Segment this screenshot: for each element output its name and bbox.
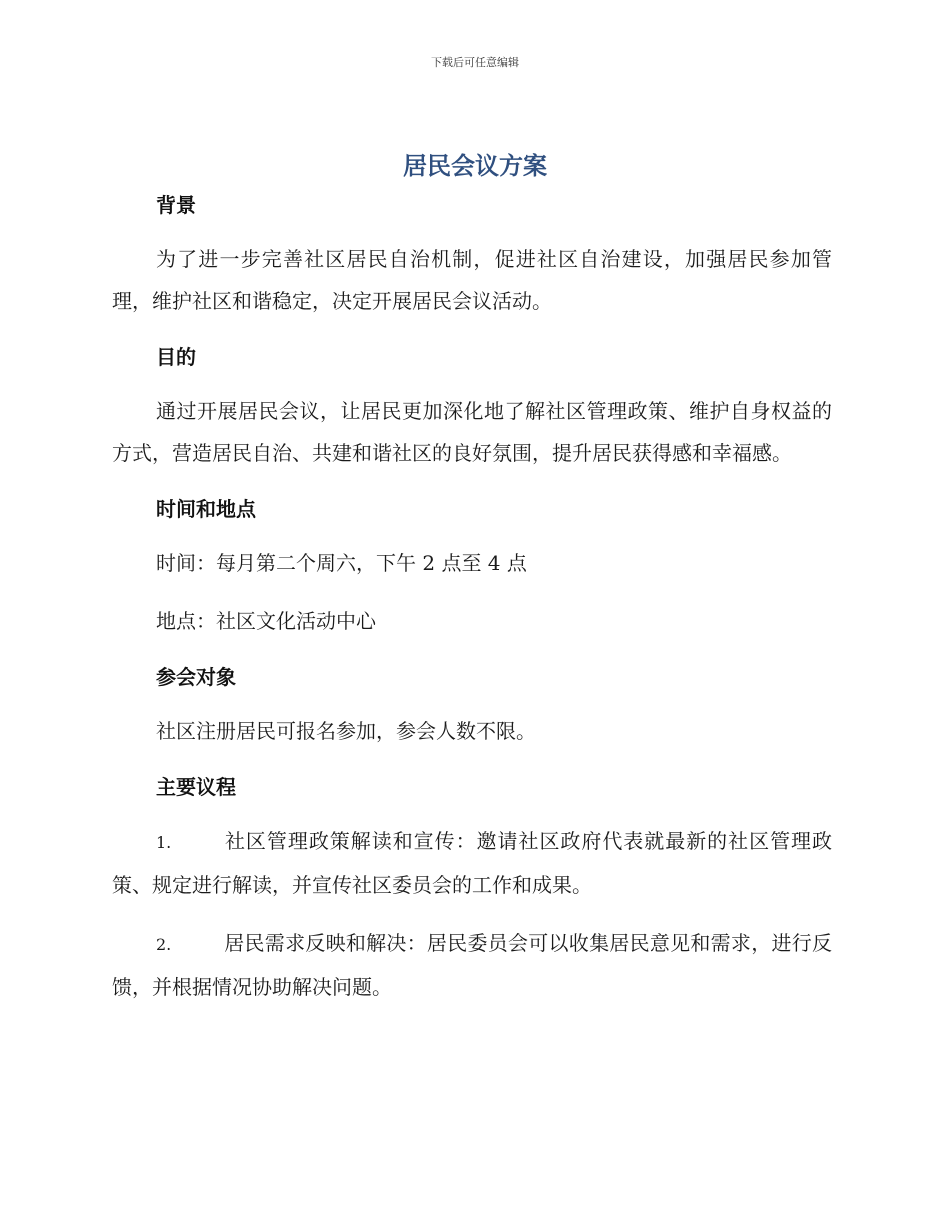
section-heading-agenda: 主要议程 (156, 775, 236, 799)
place-paragraph: 地点：社区文化活动中心 (156, 609, 376, 633)
section-heading-time-place: 时间和地点 (156, 497, 256, 521)
agenda-list-item (112, 820, 832, 906)
section-heading-attendees: 参会对象 (156, 665, 236, 689)
document-body (112, 188, 832, 1008)
purpose-paragraph: 通过开展居民会议，让居民更加深化地了解社区管理政策、维护自身权益的方式，营造居民自治、共建和谐社区的良好氛围，提升居民获得感和幸福感。 (112, 399, 832, 465)
section-heading-purpose: 目的 (156, 345, 196, 369)
document-title: 居民会议方案 (403, 152, 547, 180)
attendees-paragraph: 社区注册居民可报名参加，参会人数不限。 (156, 719, 536, 743)
section-heading-background: 背景 (156, 193, 196, 217)
agenda-item-text: 社区管理政策解读和宣传：邀请社区政府代表就最新的社区管理政策、规定进行解读，并宣传社区委员会的工作和成果。 (112, 829, 832, 897)
agenda-item-number: 1. (156, 833, 172, 852)
agenda-item-number: 2. (156, 935, 172, 954)
time-paragraph: 时间：每月第二个周六，下午 2 点至 4 点 (156, 551, 527, 575)
page-header: 下载后可任意编辑 (431, 56, 519, 69)
agenda-list-item (112, 922, 832, 1008)
agenda-item-text: 居民需求反映和解决：居民委员会可以收集居民意见和需求，进行反馈，并根据情况协助解决问题。 (112, 931, 832, 999)
background-paragraph: 为了进一步完善社区居民自治机制，促进社区自治建设，加强居民参加管理，维护社区和谐稳定，决定开展居民会议活动。 (112, 247, 832, 313)
